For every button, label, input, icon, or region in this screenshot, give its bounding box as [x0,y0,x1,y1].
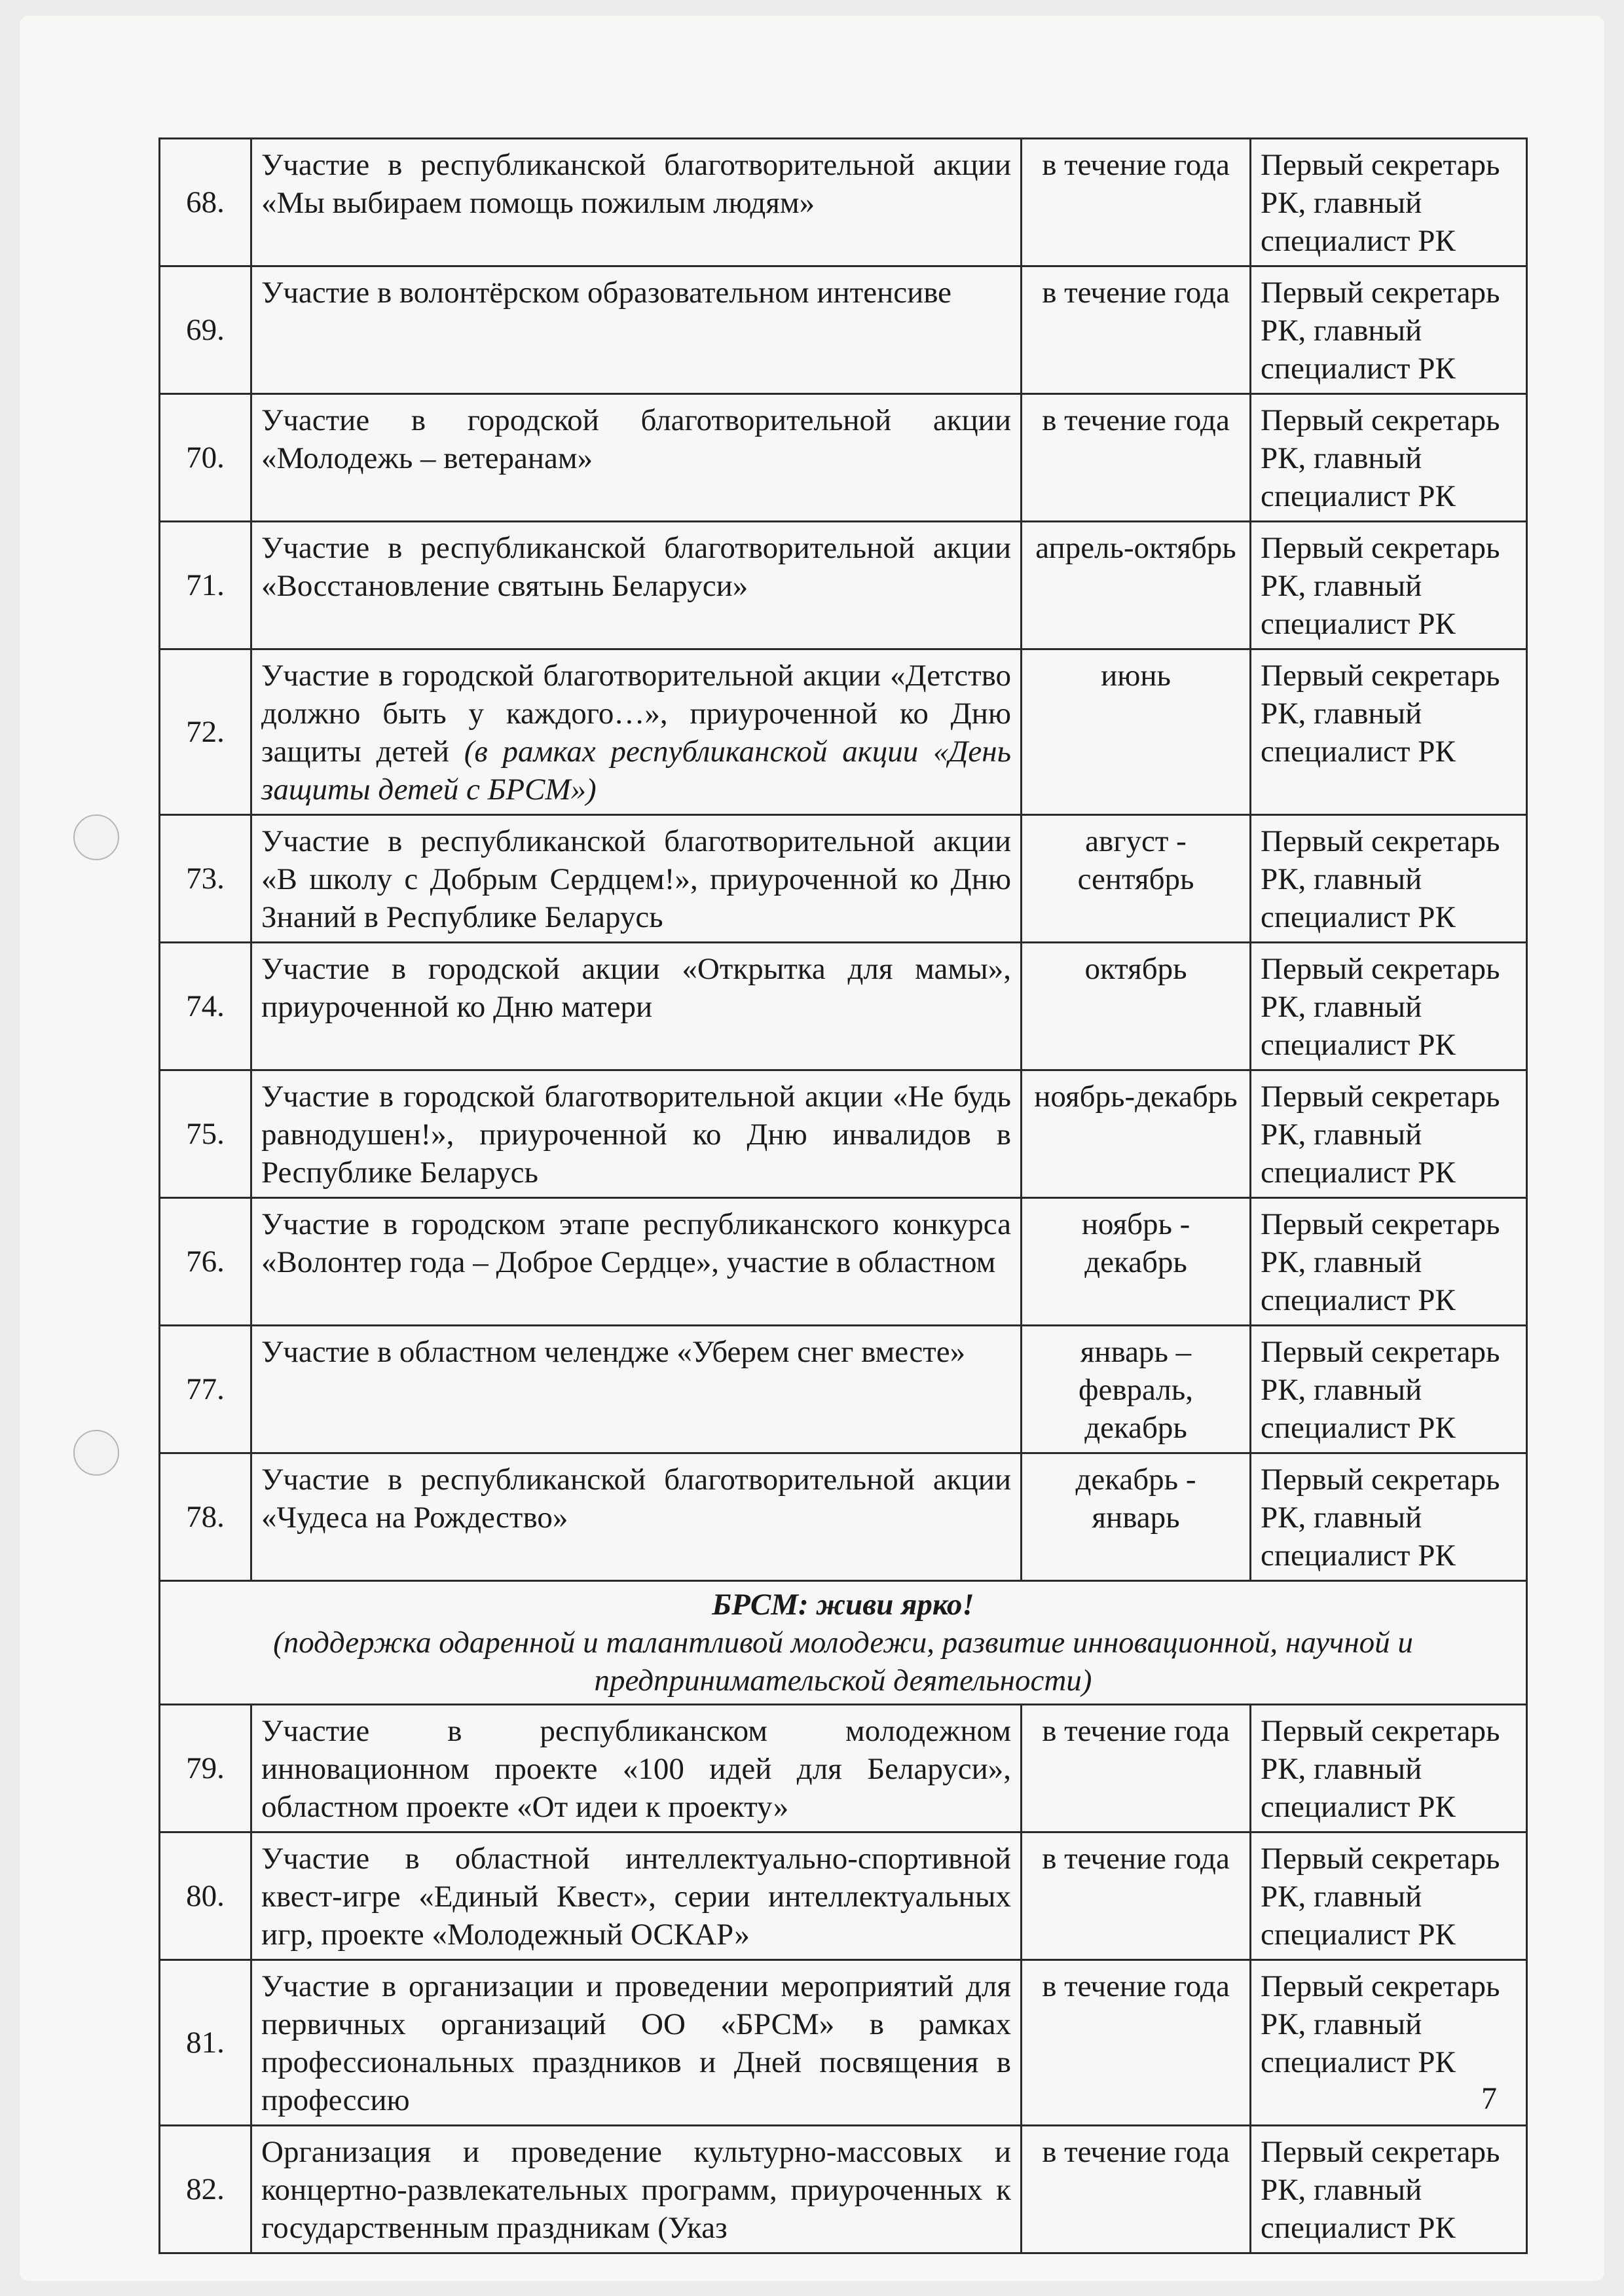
event-responsible: Первый секретарь РК, главный специалист РК [1251,1453,1527,1581]
section-row [160,1581,1527,1705]
table-body-before [160,139,1527,1581]
event-description: Участие в организации и проведении мероприятий для первичных организаций ОО «БРСМ» в рамках профессиональных праздников и Дней посвящения в профессию [261,1969,1011,2117]
event-term: январь – февраль, декабрь [1022,1326,1251,1453]
row-number: 68. [160,139,251,266]
event-description: Организация и проведение культурно-массовых и концертно-развлекательных программ, приуроченных к государственным праздникам (Указ [261,2135,1011,2245]
table-row [160,1832,1527,1960]
event-description: Участие в областной интеллектуально-спортивной квест-игре «Единый Квест», серии интеллектуальных игр, проекте «Молодежный ОСКАР» [261,1842,1011,1952]
row-number: 73. [160,815,251,943]
event-description-cell [251,522,1022,649]
event-description-cell [251,266,1022,394]
event-description-cell [251,815,1022,943]
row-number: 79. [160,1705,251,1832]
event-term: август - сентябрь [1022,815,1251,943]
event-term: в течение года [1022,266,1251,394]
event-responsible: Первый секретарь РК, главный специалист РК [1251,1960,1527,2126]
row-number: 76. [160,1198,251,1326]
event-responsible: Первый секретарь РК, главный специалист РК [1251,1832,1527,1960]
event-description-cell [251,1326,1022,1453]
event-term: ноябрь-декабрь [1022,1070,1251,1198]
events-table [158,137,1528,2254]
row-number: 72. [160,649,251,815]
event-term: апрель-октябрь [1022,522,1251,649]
table-row [160,522,1527,649]
event-description-cell [251,1453,1022,1581]
punch-hole [73,814,119,860]
event-description-cell [251,139,1022,266]
event-responsible: Первый секретарь РК, главный специалист РК [1251,1705,1527,1832]
event-description: Участие в республиканской благотворительной акции «Мы выбираем помощь пожилым людям» [261,148,1011,220]
punch-hole [73,1430,119,1476]
event-term: в течение года [1022,394,1251,522]
event-description: Участие в городской благотворительной акции «Молодежь – ветеранам» [261,403,1011,475]
event-description-cell [251,1960,1022,2126]
event-responsible: Первый секретарь РК, главный специалист РК [1251,522,1527,649]
table-row [160,943,1527,1070]
table-row [160,2126,1527,2253]
event-responsible: Первый секретарь РК, главный специалист РК [1251,1070,1527,1198]
event-description: Участие в волонтёрском образовательном интенсиве [261,276,952,310]
event-responsible: Первый секретарь РК, главный специалист РК [1251,2126,1527,2253]
event-term: июнь [1022,649,1251,815]
event-description-cell [251,1705,1022,1832]
table-row [160,1070,1527,1198]
section-subtitle: (поддержка одаренной и талантливой молодежи, развитие инновационной, научной и предпринимательской деятельности) [273,1626,1413,1698]
event-description: Участие в республиканской благотворительной акции «В школу с Добрым Сердцем!», приуроченной ко Дню Знаний в Республике Беларусь [261,824,1011,934]
event-description-cell [251,943,1022,1070]
page-number: 7 [1481,2081,1497,2116]
event-description: Участие в республиканском молодежном инновационном проекте «100 идей для Беларуси», областном проекте «От идеи к проекту» [261,1714,1011,1824]
table-row [160,266,1527,394]
event-term: в течение года [1022,2126,1251,2253]
event-description-cell [251,1198,1022,1326]
row-number: 74. [160,943,251,1070]
table-row [160,1453,1527,1581]
section-cell [160,1581,1527,1705]
event-description: Участие в городской благотворительной акции «Не будь равнодушен!», приуроченной ко Дню инвалидов в Республике Беларусь [261,1080,1011,1190]
table-body-after [160,1705,1527,2253]
event-term: в течение года [1022,1832,1251,1960]
row-number: 81. [160,1960,251,2126]
event-responsible: Первый секретарь РК, главный специалист РК [1251,139,1527,266]
event-description: Участие в городской благотворительной акции «Детство должно быть у каждого…», приуроченной ко Дню защиты детей [261,659,1011,769]
table-row [160,815,1527,943]
row-number: 75. [160,1070,251,1198]
event-responsible: Первый секретарь РК, главный специалист РК [1251,266,1527,394]
event-description-cell [251,1832,1022,1960]
table-row [160,649,1527,815]
event-description: Участие в республиканской благотворительной акции «Чудеса на Рождество» [261,1463,1011,1535]
event-description-cell [251,2126,1022,2253]
row-number: 71. [160,522,251,649]
table-row [160,1198,1527,1326]
event-term: октябрь [1022,943,1251,1070]
event-responsible: Первый секретарь РК, главный специалист РК [1251,1326,1527,1453]
event-responsible: Первый секретарь РК, главный специалист РК [1251,943,1527,1070]
event-term: в течение года [1022,1960,1251,2126]
event-description: Участие в городской акции «Открытка для мамы», приуроченной ко Дню матери [261,952,1011,1024]
event-note: (в рамках республиканской акции «День защиты детей с БРСМ») [261,735,1011,807]
row-number: 70. [160,394,251,522]
table-row [160,1705,1527,1832]
section-title: БРСМ: живи ярко! [712,1588,974,1622]
row-number: 77. [160,1326,251,1453]
row-number: 78. [160,1453,251,1581]
row-number: 80. [160,1832,251,1960]
event-description: Участие в областном челендже «Уберем снег вместе» [261,1335,966,1369]
event-description: Участие в городском этапе республиканского конкурса «Волонтер года – Доброе Сердце», участие в областном [261,1207,1011,1279]
table-row [160,1960,1527,2126]
event-description: Участие в республиканской благотворительной акции «Восстановление святынь Беларуси» [261,531,1011,603]
section-body [160,1581,1527,1705]
event-term: в течение года [1022,139,1251,266]
table-row [160,394,1527,522]
event-description-cell [251,394,1022,522]
row-number: 82. [160,2126,251,2253]
event-term: декабрь - январь [1022,1453,1251,1581]
event-responsible: Первый секретарь РК, главный специалист РК [1251,1198,1527,1326]
table-row [160,139,1527,266]
event-responsible: Первый секретарь РК, главный специалист РК [1251,649,1527,815]
event-responsible: Первый секретарь РК, главный специалист РК [1251,815,1527,943]
event-term: ноябрь - декабрь [1022,1198,1251,1326]
event-responsible: Первый секретарь РК, главный специалист РК [1251,394,1527,522]
event-description-cell [251,649,1022,815]
event-description-cell [251,1070,1022,1198]
row-number: 69. [160,266,251,394]
event-term: в течение года [1022,1705,1251,1832]
table-row [160,1326,1527,1453]
